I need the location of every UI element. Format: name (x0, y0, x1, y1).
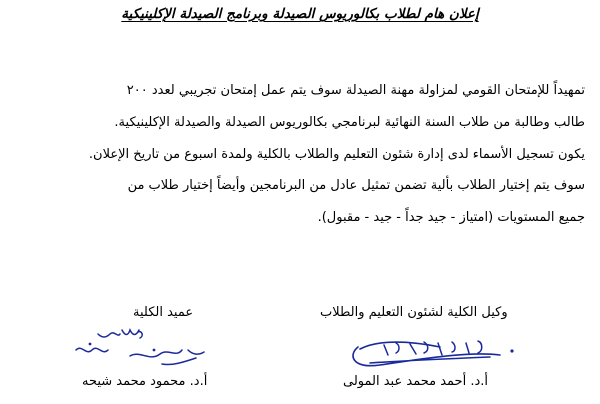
dean-title: عميد الكلية (133, 305, 194, 320)
paragraph-line-1: تمهيداً للإمتحان القومي لمزاولة مهنة الصيدلة سوف يتم عمل إمتحان تجريبي لعدد ٢٠٠ (126, 83, 585, 98)
vice-dean-title: وكيل الكلية لشئون التعليم والطلاب (320, 305, 508, 320)
paragraph-line-5: جميع المستويات (امتياز - جيد جداً - جيد - مقبول). (317, 210, 585, 225)
paragraph-line-2: طالب وطالبة من طلاب السنة النهائية لبرنامجي بكالوريوس الصيدلة والصيدلة الإكلينيكية. (114, 115, 585, 130)
dean-signature (70, 320, 210, 375)
paragraph-line-3: يكون تسجيل الأسماء لدى إدارة شئون التعليم والطلاب بالكلية ولمدة اسبوع من تاريخ الإعلان. (88, 147, 585, 162)
paragraph-line-4: سوف يتم إختيار الطلاب بألية تضمن تمثيل عادل من البرنامجين وأيضاً إختيار طلاب من (127, 178, 585, 193)
dean-name: أ.د. محمود محمد شيحه (82, 374, 208, 389)
vice-dean-name: أ.د. أحمد محمد عبد المولى (343, 374, 488, 389)
vice-dean-signature (340, 325, 520, 375)
announcement-title: إعلان هام لطلاب بكالوريوس الصيدلة وبرنامج الصيدلة الإكلينيكية (121, 6, 479, 22)
